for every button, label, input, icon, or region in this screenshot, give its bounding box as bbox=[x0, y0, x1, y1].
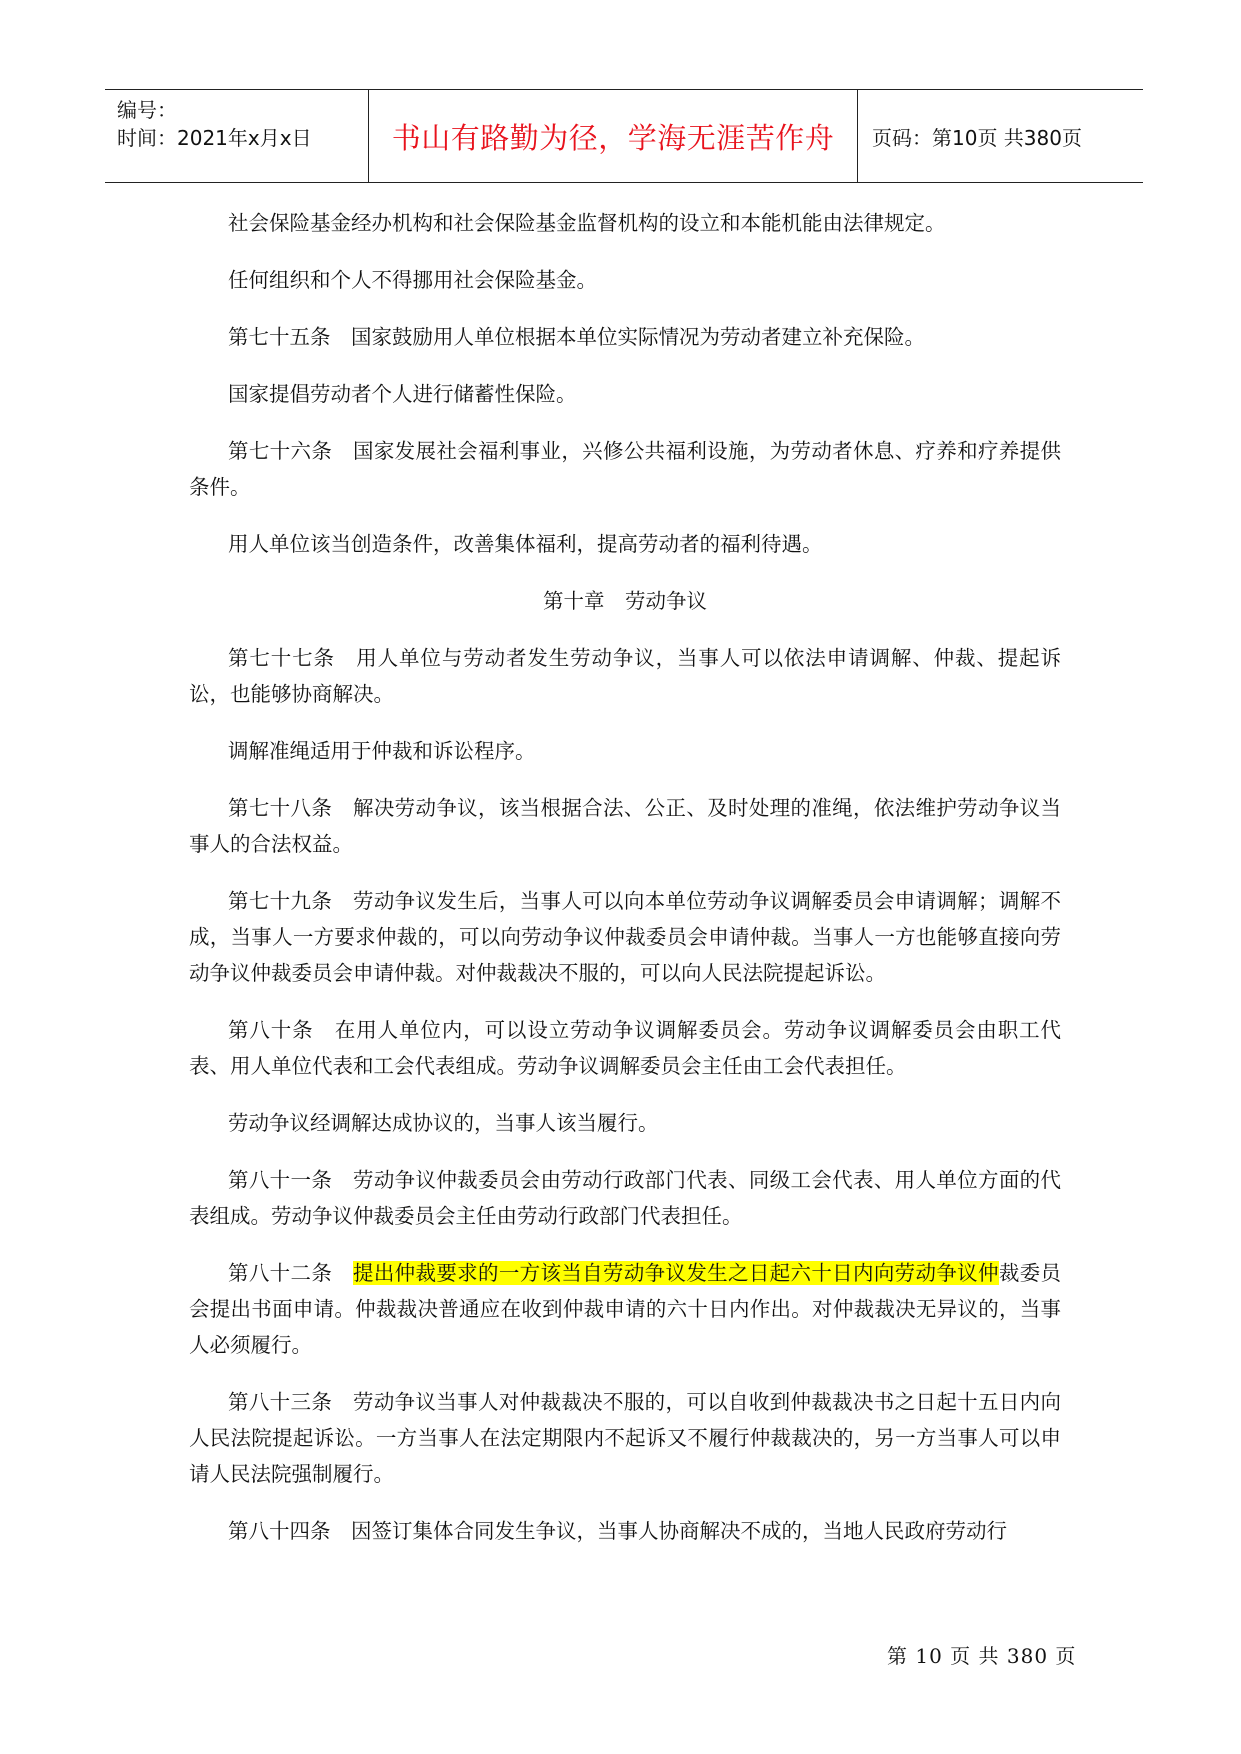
document-number-label: 编号： bbox=[117, 98, 177, 122]
article-83: 第八十三条 劳动争议当事人对仲裁裁决不服的，可以自收到仲裁裁决书之日起十五日内向人民法院提起诉讼。一方当事人在法定期限内不起诉又不履行仲裁裁决的，另一方当事人可以申请人民法院强制履行。 bbox=[189, 1390, 1061, 1486]
article-84: 第八十四条 因签订集体合同发生争议，当事人协商解决不成的，当地人民政府劳动行 bbox=[228, 1519, 1007, 1543]
highlighted-text: 提出仲裁要求的一方该当自劳动争议发生之日起六十日内向劳动争议仲 bbox=[353, 1261, 999, 1285]
article-82 bbox=[189, 1255, 1061, 1363]
article-82-rest: 裁委员会提出书面申请。仲裁裁决普通应在收到仲裁申请的六十日内作出。对仲裁裁决无异议的，当事人必须履行。 bbox=[189, 1261, 1062, 1357]
article-81: 第八十一条 劳动争议仲裁委员会由劳动行政部门代表、同级工会代表、用人单位方面的代表组成。劳动争议仲裁委员会主任由劳动行政部门代表担任。 bbox=[189, 1168, 1061, 1228]
article-76: 第七十六条 国家发展社会福利事业，兴修公共福利设施，为劳动者休息、疗养和疗养提供条件。 bbox=[189, 439, 1061, 499]
article-75: 第七十五条 国家鼓励用人单位根据本单位实际情况为劳动者建立补充保险。 bbox=[228, 325, 925, 349]
paragraph: 社会保险基金经办机构和社会保险基金监督机构的设立和本能机能由法律规定。 bbox=[228, 211, 946, 235]
header-motto: 书山有路勤为径，学海无涯苦作舟 bbox=[369, 90, 858, 182]
paragraph: 任何组织和个人不得挪用社会保险基金。 bbox=[228, 268, 597, 292]
paragraph: 用人单位该当创造条件，改善集体福利，提高劳动者的福利待遇。 bbox=[228, 532, 823, 556]
article-78: 第七十八条 解决劳动争议，该当根据合法、公正、及时处理的准绳，依法维护劳动争议当事人的合法权益。 bbox=[189, 796, 1061, 856]
article-79: 第七十九条 劳动争议发生后，当事人可以向本单位劳动争议调解委员会申请调解；调解不成，当事人一方要求仲裁的，可以向劳动争议仲裁委员会申请仲裁。当事人一方也能够直接向劳动争议仲裁委员会申请仲裁。对仲裁裁决不服的，可以向人民法院提起诉讼。 bbox=[189, 889, 1061, 985]
article-80: 第八十条 在用人单位内，可以设立劳动争议调解委员会。劳动争议调解委员会由职工代表、用人单位代表和工会代表组成。劳动争议调解委员会主任由工会代表担任。 bbox=[189, 1018, 1061, 1078]
paragraph: 国家提倡劳动者个人进行储蓄性保险。 bbox=[228, 382, 577, 406]
article-82-prefix: 第八十二条 bbox=[228, 1261, 353, 1285]
document-time-label: 时间：2021年x月x日 bbox=[117, 126, 312, 150]
paragraph: 劳动争议经调解达成协议的，当事人该当履行。 bbox=[228, 1111, 659, 1135]
header-page-label: 页码：第10页 共380页 bbox=[872, 125, 1082, 150]
article-77: 第七十七条 用人单位与劳动者发生劳动争议，当事人可以依法申请调解、仲裁、提起诉讼，也能够协商解决。 bbox=[189, 646, 1061, 706]
document-body bbox=[189, 205, 1061, 1570]
page-footer-number: 第 10 页 共 380 页 bbox=[887, 1644, 1077, 1668]
chapter-heading: 第十章 劳动争议 bbox=[543, 589, 707, 613]
header-meta bbox=[105, 90, 369, 182]
paragraph: 调解准绳适用于仲裁和诉讼程序。 bbox=[228, 739, 536, 763]
page-header bbox=[105, 89, 1143, 183]
